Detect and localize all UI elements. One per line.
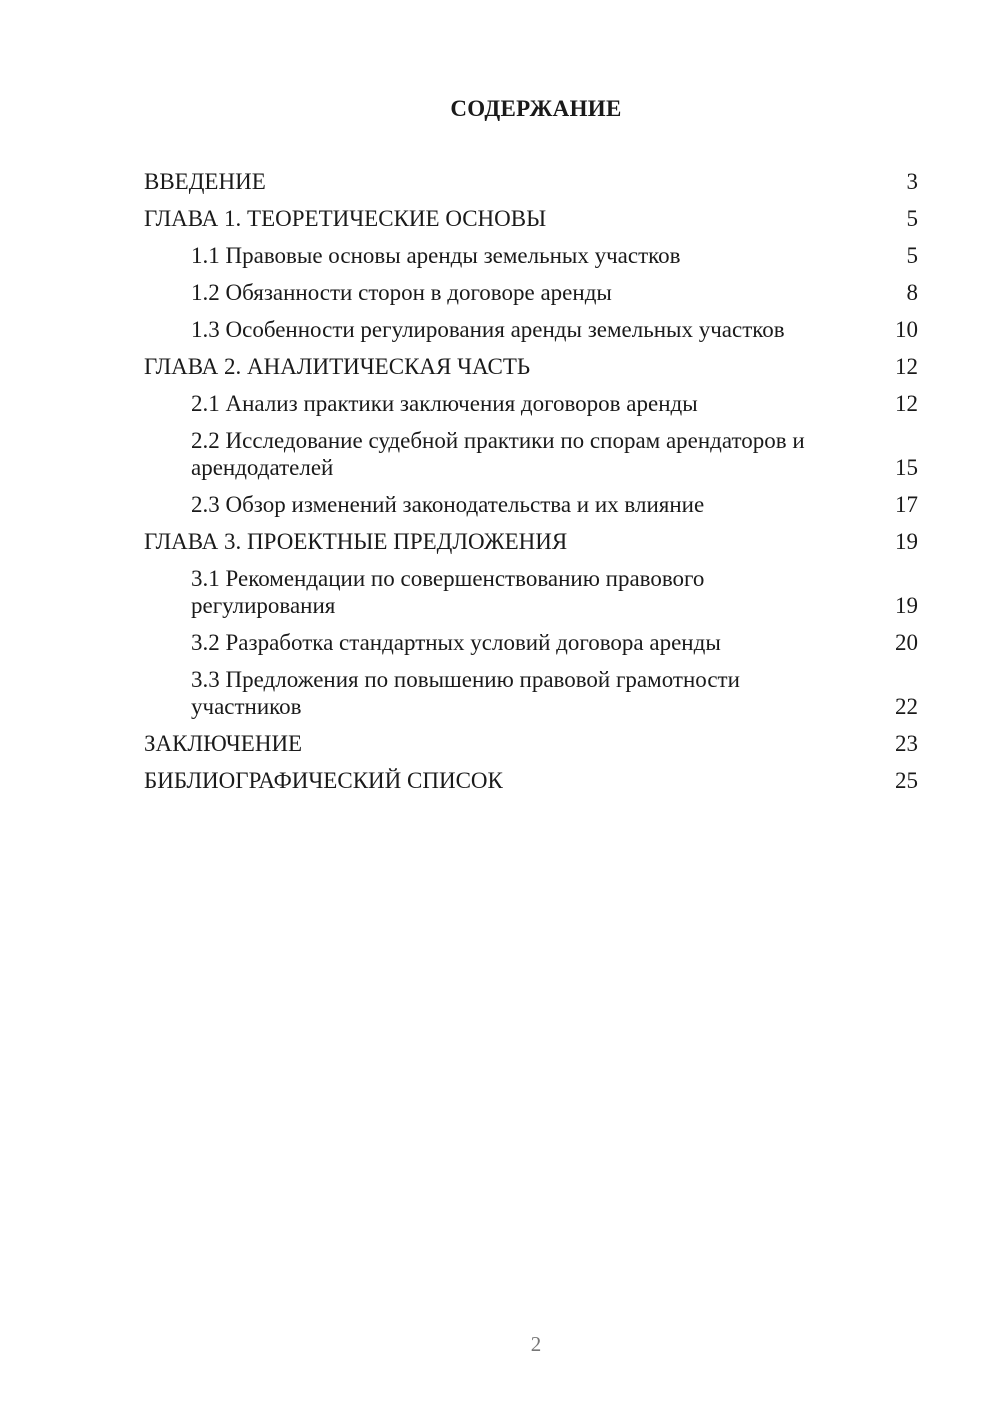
toc-entry-chapter-2[interactable]	[144, 353, 918, 380]
toc-entry-label: 1.3 Особенности регулирования аренды земельных участков	[191, 317, 785, 342]
toc-entry-page: 22	[895, 694, 918, 719]
toc-entry-introduction[interactable]	[144, 168, 918, 195]
toc-entry-conclusion[interactable]	[144, 730, 918, 757]
toc-entry-label: ЗАКЛЮЧЕНИЕ	[144, 731, 303, 756]
toc-entry-label: ГЛАВА 1. ТЕОРЕТИЧЕСКИЕ ОСНОВЫ	[144, 206, 547, 231]
toc-entry-page: 15	[895, 455, 918, 480]
toc-entry-page: 12	[895, 391, 918, 416]
toc-entry-label: 3.3 Предложения по повышению правовой грамотности участников	[191, 667, 740, 719]
toc-entry-label: 3.1 Рекомендации по совершенствованию правового регулирования	[191, 566, 705, 618]
table-of-contents	[144, 168, 918, 804]
toc-entry-page: 5	[906, 243, 918, 268]
toc-entry-page: 23	[895, 731, 918, 756]
toc-entry-label: ВВЕДЕНИЕ	[144, 169, 266, 194]
toc-entry-label: 1.1 Правовые основы аренды земельных участков	[191, 243, 681, 268]
toc-entry-label: БИБЛИОГРАФИЧЕСКИЙ СПИСОК	[144, 768, 503, 793]
toc-title: СОДЕРЖАНИЕ	[450, 96, 622, 121]
toc-entry-page: 8	[906, 280, 918, 305]
toc-entry-chapter-1[interactable]	[144, 205, 918, 232]
toc-entry-page: 25	[895, 768, 918, 793]
toc-entry-label: 1.2 Обязанности сторон в договоре аренды	[191, 280, 612, 305]
toc-entry-section-3-3[interactable]	[144, 666, 918, 720]
toc-entry-page: 19	[895, 593, 918, 618]
toc-entry-page: 12	[895, 354, 918, 379]
toc-entry-section-2-1[interactable]	[144, 390, 918, 417]
toc-entry-label: ГЛАВА 3. ПРОЕКТНЫЕ ПРЕДЛОЖЕНИЯ	[144, 529, 568, 554]
toc-entry-section-1-1[interactable]	[144, 242, 918, 269]
toc-entry-label: 3.2 Разработка стандартных условий договора аренды	[191, 630, 721, 655]
toc-entry-section-1-3[interactable]	[144, 316, 918, 343]
toc-entry-page: 10	[895, 317, 918, 342]
toc-entry-page: 19	[895, 529, 918, 554]
toc-entry-page: 17	[895, 492, 918, 517]
toc-entry-page: 20	[895, 630, 918, 655]
toc-entry-bibliography[interactable]	[144, 767, 918, 794]
toc-entry-section-3-2[interactable]	[144, 629, 918, 656]
toc-entry-section-3-1[interactable]	[144, 565, 918, 619]
toc-entry-page: 3	[906, 169, 918, 194]
toc-entry-section-2-3[interactable]	[144, 491, 918, 518]
toc-entry-label: 2.3 Обзор изменений законодательства и их влияние	[191, 492, 705, 517]
toc-entry-page: 5	[906, 206, 918, 231]
page-number: 2	[530, 1332, 542, 1356]
toc-entry-section-2-2[interactable]	[144, 427, 918, 481]
toc-entry-section-1-2[interactable]	[144, 279, 918, 306]
toc-entry-label: ГЛАВА 2. АНАЛИТИЧЕСКАЯ ЧАСТЬ	[144, 354, 531, 379]
toc-entry-chapter-3[interactable]	[144, 528, 918, 555]
toc-entry-label: 2.2 Исследование судебной практики по спорам арендаторов и арендодателей	[191, 428, 805, 480]
toc-entry-label: 2.1 Анализ практики заключения договоров аренды	[191, 391, 698, 416]
